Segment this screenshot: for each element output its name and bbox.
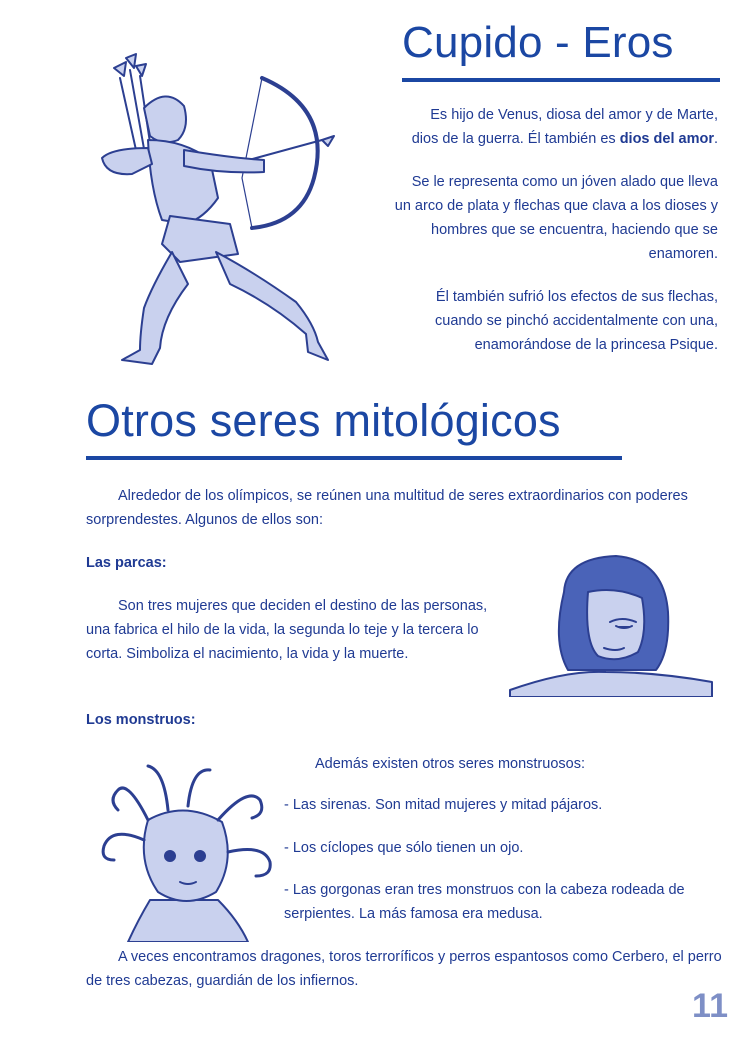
cupido-title: Cupido - Eros bbox=[402, 18, 674, 67]
monstruos-heading: Los monstruos: bbox=[86, 712, 196, 728]
page-number: 11 bbox=[692, 987, 728, 1025]
cupido-title-rule bbox=[402, 78, 720, 82]
cupido-paragraph-1 bbox=[338, 103, 718, 151]
parcas-text: Son tres mujeres que deciden el destino de las personas, una fabrica el hilo de la vida, la segunda lo teje y la tercera lo corta. Simboliza el nacimiento, la vida y la muerte. bbox=[86, 598, 488, 662]
parca-illustration bbox=[506, 552, 718, 697]
otros-seres-title: Otros seres mitológicos bbox=[86, 395, 561, 446]
cupido-p1-bold: dios del amor bbox=[619, 131, 714, 147]
medusa-illustration bbox=[88, 760, 278, 942]
cupido-p2-line: un arco de plata y flechas que clava a los dioses y bbox=[394, 198, 718, 214]
cupido-illustration bbox=[92, 48, 344, 370]
cupido-p2-line: enamoren. bbox=[648, 246, 718, 262]
cupido-p3-line: enamorándose de la princesa Psique. bbox=[474, 337, 718, 353]
cupido-p3-line: Él también sufrió los efectos de sus flechas, bbox=[435, 289, 718, 305]
parcas-heading: Las parcas: bbox=[86, 555, 167, 571]
cupido-paragraph-3 bbox=[338, 285, 718, 357]
monstruos-item-gorgonas: - Las gorgonas eran tres monstruos con la cabeza rodeada de serpientes. La más famosa era medusa. bbox=[284, 882, 685, 922]
monstruos-item-sirenas: - Las sirenas. Son mitad mujeres y mitad pájaros. bbox=[284, 797, 603, 813]
cupido-p2-line: hombres que se encuentra, haciendo que se bbox=[431, 222, 718, 238]
monstruos-intro: Además existen otros seres monstruosos: bbox=[315, 756, 585, 772]
cupido-p1-end: . bbox=[713, 131, 718, 147]
monstruos-item-ciclopes: - Los cíclopes que sólo tienen un ojo. bbox=[284, 840, 524, 856]
cupido-p3-line: cuando se pinchó accidentalmente con una, bbox=[435, 313, 718, 329]
otros-intro: Alrededor de los olímpicos, se reúnen una multitud de seres extraordinarios con poderes sorprendestes. Algunos de ellos son: bbox=[86, 488, 688, 528]
cupido-paragraph-2 bbox=[318, 170, 718, 266]
otros-seres-title-rule bbox=[86, 456, 622, 460]
cupido-p1-line-2 bbox=[338, 127, 718, 151]
closing-paragraph: A veces encontramos dragones, toros terroríficos y perros espantosos como Cerbero, el perro de tres cabezas, guardián de los infiernos. bbox=[86, 949, 722, 989]
cupido-p1-line-1: Es hijo de Venus, diosa del amor y de Marte, bbox=[430, 107, 718, 123]
cupido-p1-text: dios de la guerra. Él también es bbox=[411, 131, 620, 147]
cupido-p2-line: Se le representa como un jóven alado que lleva bbox=[411, 174, 718, 190]
